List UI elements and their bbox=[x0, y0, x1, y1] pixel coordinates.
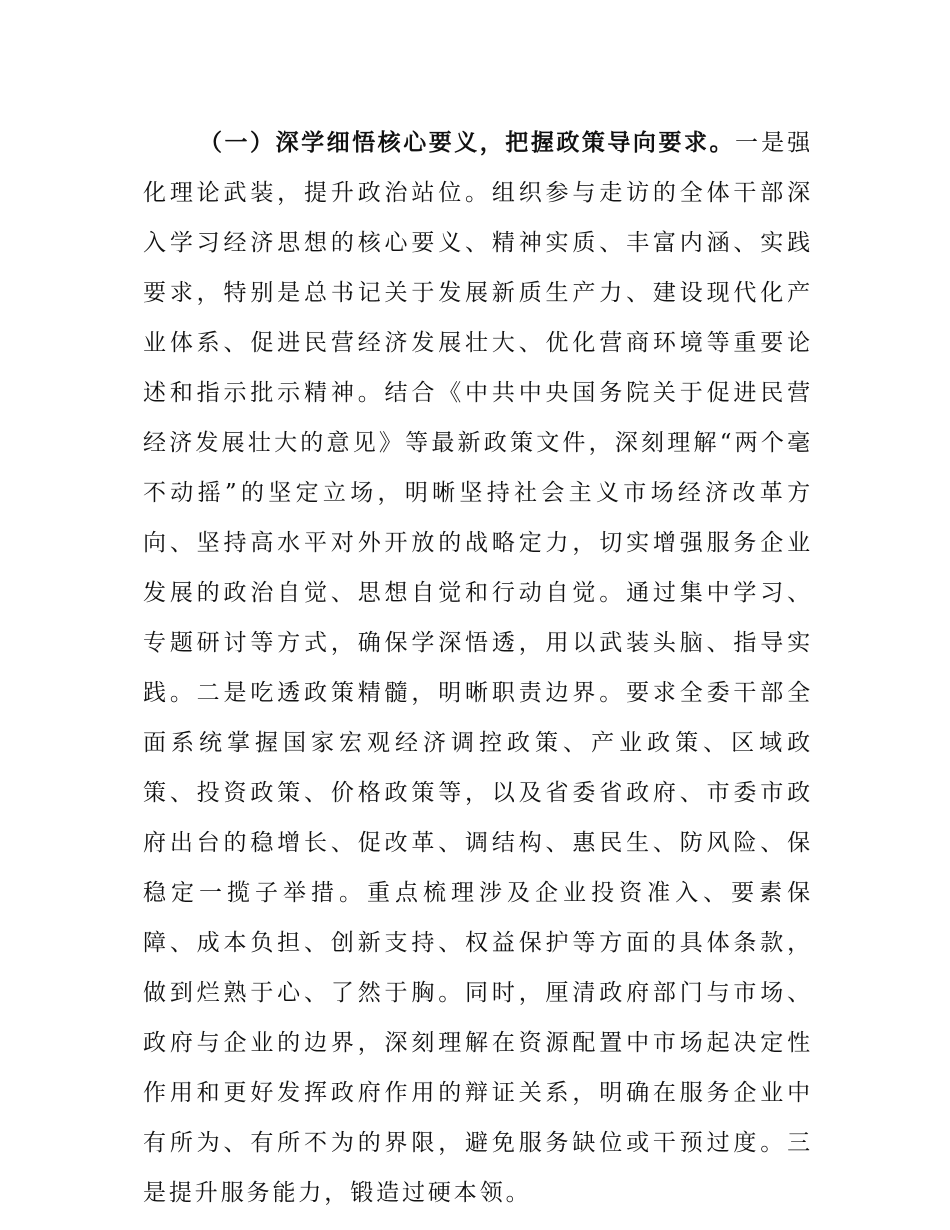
section-heading: （一）深学细悟核心要义，把握政策导向要求。 bbox=[199, 130, 736, 156]
paragraph-text: 一是强化理论武装，提升政治站位。组织参与走访的全体干部深入学习经济思想的核心要义、精神实质、丰富内涵、实践要求，特别是总书记关于发展新质生产力、建设现代化产业体系、促进民营经济发展壮大、优化营商环境等重要论述和指示批示精神。结合《中共中央国务院关于促进民营经济发展壮大的意见》等最新政策文件，深刻理解“两个毫不动摇”的坚定立场，明晰坚持社会主义市场经济改革方向、坚持高水平对外开放的战略定力，切实增强服务企业发展的政治自觉、思想自觉和行动自觉。通过集中学习、专题研讨等方式，确保学深悟透，用以武装头脑、指导实践。二是吃透政策精髓，明晰职责边界。要求全委干部全面系统掌握国家宏观经济调控政策、产业政策、区域政策、投资政策、价格政策等，以及省委省政府、市委市政府出台的稳增长、促改革、调结构、惠民生、防风险、保稳定一揽子举措。重点梳理涉及企业投资准入、要素保障、成本负担、创新支持、权益保护等方面的具体条款，做到烂熟于心、了然于胸。同时，厘清政府部门与市场、政府与企业的边界，深刻理解在资源配置中市场起决定性作用和更好发挥政府作用的辩证关系，明确在服务企业中有所为、有所不为的界限，避免服务缺位或干预过度。三是提升服务能力，锻造过硬本领。 bbox=[143, 130, 813, 1206]
body-paragraph bbox=[143, 118, 813, 1218]
